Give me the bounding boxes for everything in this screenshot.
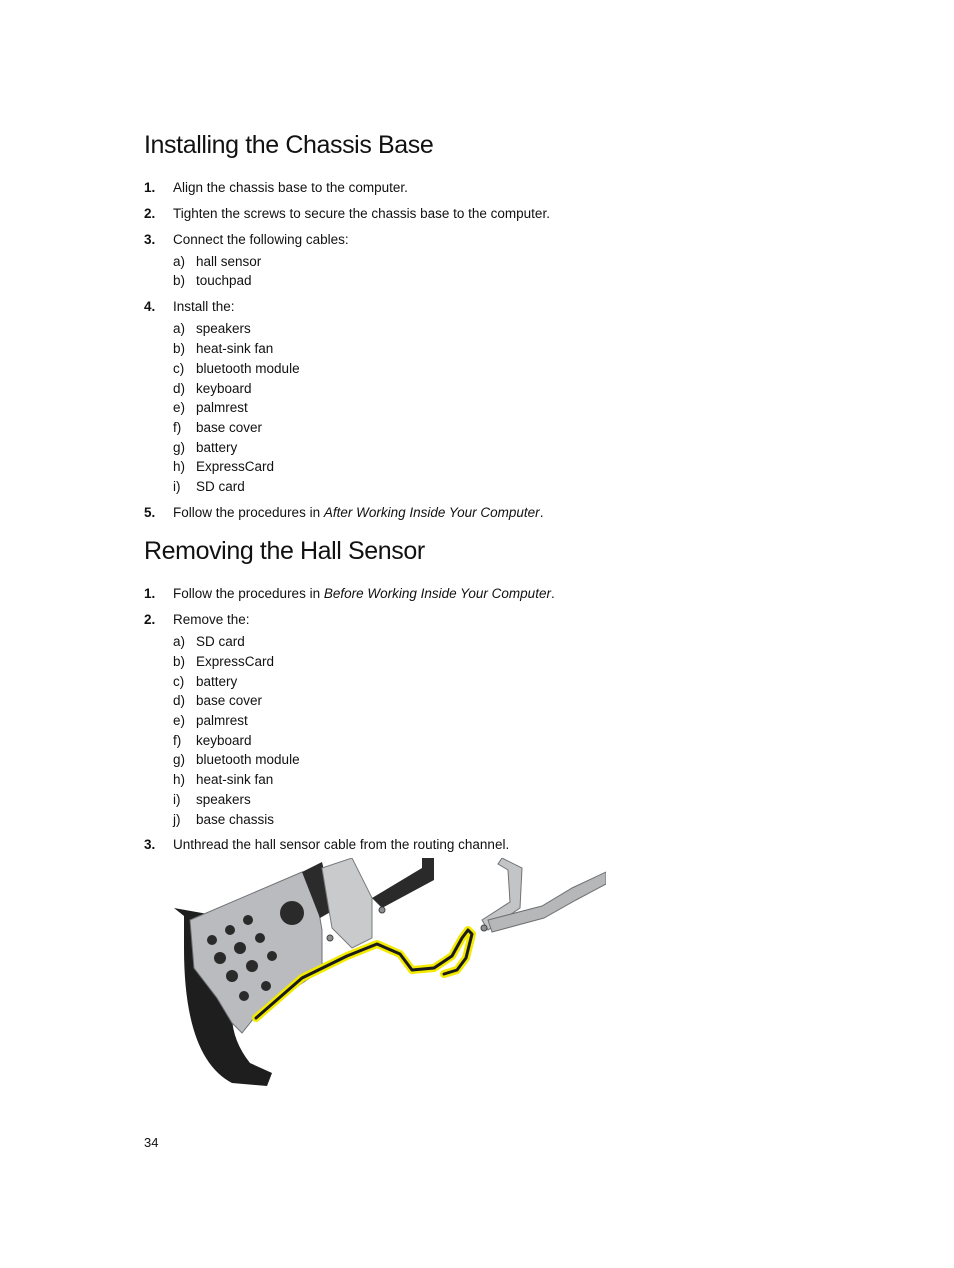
step-3 [144, 837, 744, 853]
step-number: 3. [144, 232, 156, 247]
list-item [173, 254, 573, 270]
step-number: 2. [144, 206, 156, 221]
list-text: hall sensor [196, 254, 262, 269]
list-item [173, 400, 573, 416]
list-letter: c) [173, 361, 185, 376]
list-item [173, 341, 573, 357]
page-number: 34 [144, 1135, 159, 1150]
list-item [173, 273, 573, 289]
step-text-prefix: Follow the procedures in [173, 586, 324, 601]
list-letter: g) [173, 440, 186, 455]
list-item [173, 812, 573, 828]
list-text: SD card [196, 634, 245, 649]
list-item [173, 459, 573, 475]
step-text-suffix: . [539, 505, 544, 520]
step-number: 4. [144, 299, 156, 314]
list-item [173, 733, 573, 749]
list-text: heat-sink fan [196, 341, 274, 356]
list-text: speakers [196, 321, 251, 336]
list-text: battery [196, 440, 238, 455]
list-letter: d) [173, 381, 186, 396]
list-text: heat-sink fan [196, 772, 274, 787]
step-text-suffix: . [550, 586, 555, 601]
section-title-removing-hall-sensor: Removing the Hall Sensor [144, 537, 425, 565]
step-text: Unthread the hall sensor cable from the routing channel. [173, 837, 510, 852]
step-text: Tighten the screws to secure the chassis base to the computer. [173, 206, 550, 221]
list-text: speakers [196, 792, 251, 807]
list-item [173, 713, 573, 729]
cross-reference-link[interactable]: Before Working Inside Your Computer [323, 586, 551, 601]
list-text: battery [196, 674, 238, 689]
list-letter: a) [173, 321, 186, 336]
step-text: Align the chassis base to the computer. [173, 180, 408, 195]
section-title-installing-chassis-base: Installing the Chassis Base [144, 131, 434, 159]
list-item [173, 420, 573, 436]
step-number: 3. [144, 837, 156, 852]
list-text: ExpressCard [196, 459, 275, 474]
list-text: palmrest [196, 713, 248, 728]
step-text-prefix: Follow the procedures in [173, 505, 324, 520]
step-2 [144, 206, 744, 222]
list-letter: c) [173, 674, 185, 689]
list-text: ExpressCard [196, 654, 275, 669]
step-1 [144, 180, 744, 196]
list-item [173, 654, 573, 670]
list-letter: e) [173, 713, 186, 728]
list-letter: i) [173, 792, 181, 807]
list-text: touchpad [196, 273, 252, 288]
cross-reference-link[interactable]: After Working Inside Your Computer [323, 505, 540, 520]
list-letter: f) [173, 733, 182, 748]
step-5 [144, 505, 744, 521]
list-letter: b) [173, 654, 186, 669]
step-text: Install the: [173, 299, 235, 314]
list-item [173, 381, 573, 397]
step-text [173, 586, 555, 602]
hall-sensor-routing-illustration [172, 858, 606, 1090]
step-number: 1. [144, 180, 156, 195]
list-letter: d) [173, 693, 186, 708]
step-4 [144, 299, 744, 315]
list-item [173, 752, 573, 768]
list-item [173, 634, 573, 650]
list-text: bluetooth module [196, 752, 300, 767]
list-letter: h) [173, 772, 186, 787]
step-2 [144, 612, 744, 628]
list-item [173, 361, 573, 377]
step-3 [144, 232, 744, 248]
list-item [173, 693, 573, 709]
list-item [173, 440, 573, 456]
step-number: 5. [144, 505, 156, 520]
step-text: Connect the following cables: [173, 232, 349, 247]
list-item [173, 792, 573, 808]
list-letter: f) [173, 420, 182, 435]
list-item [173, 321, 573, 337]
list-letter: j) [173, 812, 181, 827]
list-item [173, 479, 573, 495]
list-letter: a) [173, 254, 186, 269]
list-letter: b) [173, 341, 186, 356]
step-text: Remove the: [173, 612, 250, 627]
list-item [173, 674, 573, 690]
list-text: SD card [196, 479, 245, 494]
list-letter: i) [173, 479, 181, 494]
list-letter: e) [173, 400, 186, 415]
list-letter: b) [173, 273, 186, 288]
list-letter: h) [173, 459, 186, 474]
list-text: keyboard [196, 733, 252, 748]
step-number: 1. [144, 586, 156, 601]
list-item [173, 772, 573, 788]
list-text: bluetooth module [196, 361, 300, 376]
step-1 [144, 586, 744, 602]
step-number: 2. [144, 612, 156, 627]
list-text: base cover [196, 693, 263, 708]
list-text: keyboard [196, 381, 252, 396]
step-text [173, 505, 543, 521]
list-text: base cover [196, 420, 263, 435]
list-letter: g) [173, 752, 186, 767]
list-text: base chassis [196, 812, 275, 827]
list-letter: a) [173, 634, 186, 649]
list-text: palmrest [196, 400, 248, 415]
